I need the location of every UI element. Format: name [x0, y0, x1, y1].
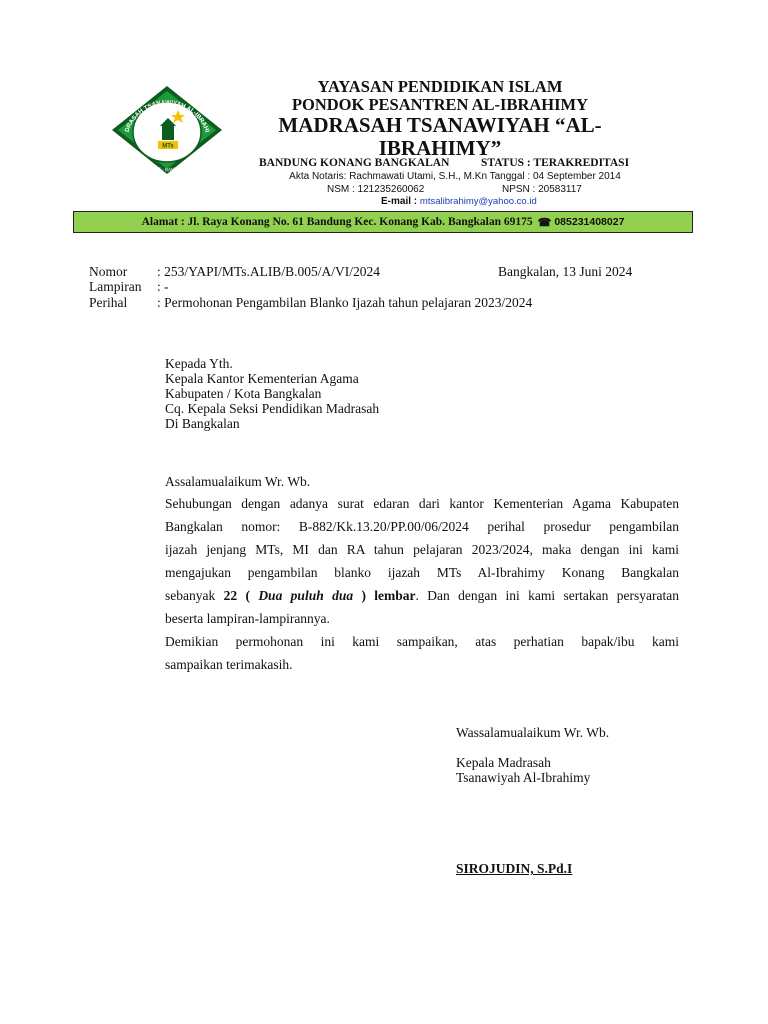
paragraph-line: Bangkalan nomor: B-882/Kk.13.20/PP.00/06/2024 perihal prosedur pengambilan — [165, 519, 679, 534]
address-text: Alamat : Jl. Raya Konang No. 61 Bandung Kec. Konang Kab. Bangkalan 69175 — [141, 216, 533, 228]
quantity-number: 22 — [223, 588, 238, 603]
logo-badge: MTs — [162, 143, 174, 150]
lampiran-label: Lampiran — [89, 279, 142, 294]
nsm-number: NSM : 121235260062 — [327, 184, 425, 195]
body-paragraph-2 — [165, 630, 679, 676]
foundation-name: YAYASAN PENDIDIKAN ISLAM — [317, 77, 563, 96]
recipient-line: Kepala Kantor Kementerian Agama — [165, 371, 359, 386]
signer-name: SIROJUDIN, S.Pd.I — [456, 861, 573, 876]
signer-title — [456, 755, 590, 785]
perihal-label: Perihal — [89, 295, 128, 310]
recipient-block — [165, 356, 379, 431]
pesantren-name: PONDOK PESANTREN AL-IBRAHIMY — [291, 95, 589, 114]
npsn-number: NPSN : 20583117 — [502, 184, 582, 195]
lampiran-value: : - — [157, 279, 169, 294]
signer-title-line: Tsanawiyah Al-Ibrahimy — [456, 770, 591, 785]
nomor-value: : 253/YAPI/MTs.ALIB/B.005/A/VI/2024 — [157, 264, 380, 279]
greeting: Assalamualaikum Wr. Wb. — [165, 474, 311, 489]
accreditation-status: STATUS : TERAKREDITASI — [481, 157, 630, 169]
logo-text-top: DRASAH TSANAWIYAH AL-IBRAHI — [123, 99, 211, 134]
recipient-line: Cq. Kepala Seksi Pendidikan Madrasah — [165, 401, 380, 416]
paragraph-line: mengajukan pengambilan blanko ijazah MTs Al-Ibrahimy Konang Bangkalan — [165, 565, 679, 580]
text-fragment: ( — [237, 588, 259, 603]
nomor-label: Nomor — [89, 264, 128, 279]
school-logo — [108, 84, 226, 176]
paragraph-line: sampaikan terimakasih. — [165, 657, 293, 672]
recipient-line: Kepada Yth. — [165, 356, 233, 371]
madrasah-name-line1: MADRASAH TSANAWIYAH “AL- — [278, 113, 602, 137]
place-date: Bangkalan, 13 Juni 2024 — [498, 264, 633, 279]
email-line — [381, 196, 537, 207]
paragraph-line: Sehubungan dengan adanya surat edaran dari kantor Kementerian Agama Kabupaten — [165, 496, 679, 511]
notary-info: Akta Notaris: Rachmawati Utami, S.H., M.Kn Tanggal : 04 September 2014 — [289, 171, 621, 182]
body-paragraph-1 — [165, 492, 679, 630]
paragraph-line: beserta lampiran-lampirannya. — [165, 611, 330, 626]
closing-salam: Wassalamualaikum Wr. Wb. — [456, 725, 610, 740]
email-label: E-mail : — [381, 196, 418, 207]
text-fragment: . Dan dengan ini kami sertakan persyaratan — [415, 588, 679, 603]
phone-number: 085231408027 — [554, 216, 625, 228]
paragraph-line — [165, 584, 679, 607]
perihal-value: : Permohonan Pengambilan Blanko Ijazah tahun pelajaran 2023/2024 — [157, 295, 533, 310]
madrasah-name-line2: IBRAHIMY” — [378, 136, 502, 160]
text-fragment: sebanyak — [165, 588, 224, 603]
recipient-line: Di Bangkalan — [165, 416, 240, 431]
location-label: BANDUNG KONANG BANGKALAN — [259, 157, 450, 169]
logo-text-bottom: KONANG - BANGKALAN — [142, 160, 192, 173]
address-bar — [73, 211, 693, 233]
email-address[interactable]: mtsalibrahimy@yahoo.co.id — [419, 196, 537, 207]
phone-icon: ☎ — [537, 216, 552, 229]
paragraph-line: Demikian permohonan ini kami sampaikan, atas perhatian bapak/ibu kami — [165, 634, 679, 649]
quantity-words: Dua puluh dua — [258, 588, 354, 603]
signer-title-line: Kepala Madrasah — [456, 755, 551, 770]
paragraph-line: ijazah jenjang MTs, MI dan RA tahun pelajaran 2023/2024, maka dengan ini kami — [165, 542, 679, 557]
recipient-line: Kabupaten / Kota Bangkalan — [165, 386, 322, 401]
text-fragment: ) lembar — [353, 588, 416, 603]
